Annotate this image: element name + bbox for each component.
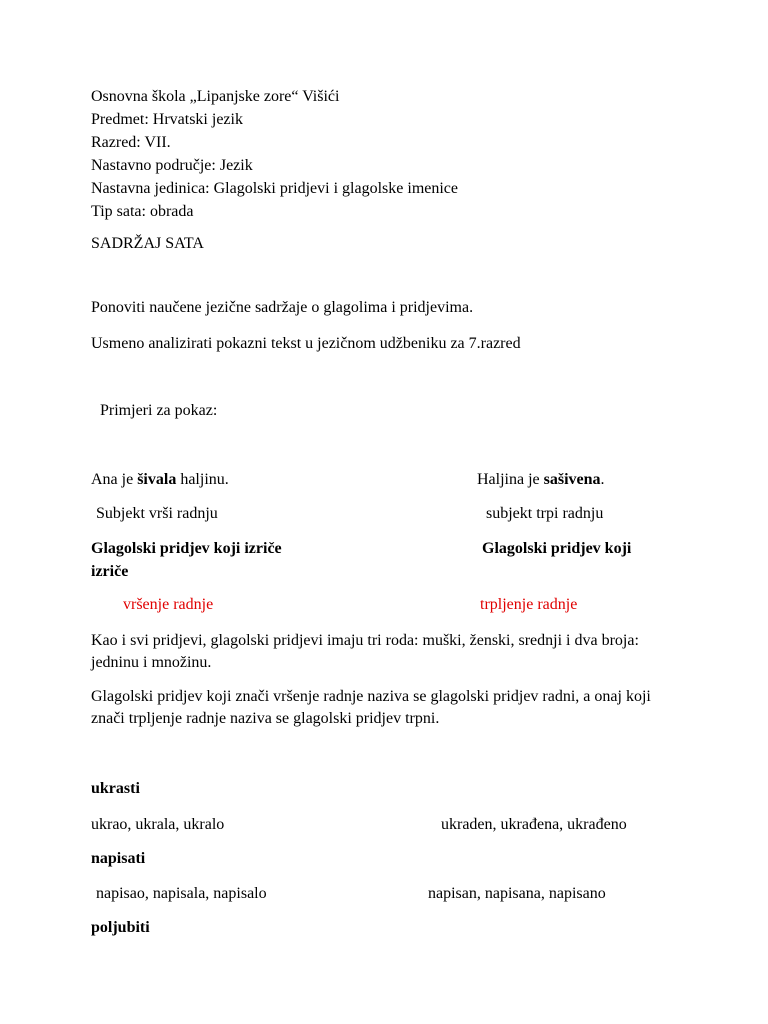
document-header [91, 86, 666, 224]
verb-radni-forms: napisao, napisala, napisalo [96, 885, 267, 902]
verb-infinitive: ukrasti [91, 780, 140, 797]
paragraph-gender-number: Kao i svi pridjevi, glagolski pridjevi imaju tri roda: muški, ženski, srednji i dva broja: jedninu i množinu. [91, 632, 639, 671]
example-sentence-passive [477, 469, 605, 491]
example-passive-type-label-wrap: izriče [91, 563, 129, 580]
header-subject: Predmet: Hrvatski jezik [91, 111, 243, 128]
verb-trpni-forms: ukraden, ukrađena, ukrađeno [441, 816, 627, 833]
section-title: SADRŽAJ SATA [91, 235, 204, 252]
header-unit: Nastavna jedinica: Glagolski pridjevi i glagolske imenice [91, 180, 459, 197]
example-passive-post: . [600, 471, 605, 488]
intro-paragraph-2: Usmeno analizirati pokazni tekst u jezičnom udžbeniku za 7.razred [91, 335, 521, 352]
example-passive-verb: sašivena [543, 471, 601, 488]
paragraph-radni-trpni: Glagolski pridjev koji znači vršenje radnje naziva se glagolski pridjev radni, a onaj koji znači trpljenje radnje naziva se glagolski pridjev trpni. [91, 688, 651, 727]
intro-paragraph-1: Ponoviti naučene jezične sadržaje o glagolima i pridjevima. [91, 299, 474, 316]
verb-infinitive: napisati [91, 850, 146, 867]
example-active-post: haljinu. [176, 471, 229, 488]
example-sentence-active [91, 469, 229, 491]
example-active-subject: Subjekt vrši radnju [96, 505, 218, 522]
example-passive-pre: Haljina je [477, 471, 544, 488]
examples-label: Primjeri za pokaz: [100, 402, 218, 419]
example-passive-subject: subjekt trpi radnju [486, 505, 604, 522]
example-passive-type-label: Glagolski pridjev koji [482, 540, 632, 557]
header-area: Nastavno područje: Jezik [91, 157, 253, 174]
verb-trpni-forms: napisan, napisana, napisano [428, 885, 606, 902]
header-lesson-type: Tip sata: obrada [91, 203, 194, 220]
example-active-pre: Ana je [91, 471, 138, 488]
example-passive-meaning: trpljenje radnje [480, 596, 578, 613]
example-active-meaning: vršenje radnje [123, 596, 214, 613]
example-active-type-label: Glagolski pridjev koji izriče [91, 540, 282, 557]
verb-radni-forms: ukrao, ukrala, ukralo [91, 816, 225, 833]
header-grade: Razred: VII. [91, 134, 171, 151]
header-school: Osnovna škola „Lipanjske zore“ Višići [91, 88, 340, 105]
example-active-verb: šivala [137, 471, 177, 488]
verb-infinitive: poljubiti [91, 919, 150, 936]
